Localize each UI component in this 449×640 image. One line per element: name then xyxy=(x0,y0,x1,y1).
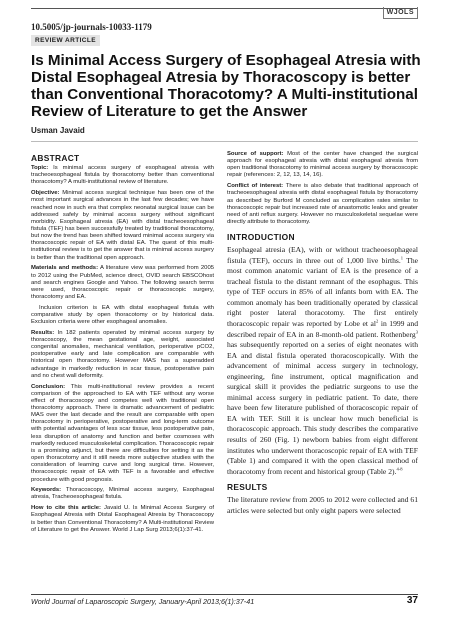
abstract-objective: Objective: Minimal access surgical technique has been one of the most important surgical advances in the last few decades; we have reached now in such era that complex neonatal surgical issue can be addressed safely by minimal access surgery without significant morbidity. Esophageal atresia (EA) with distal tracheoesophageal fistula (TEF) has been successfully treated by traditional thoracotomy, but now the trend has been shifted toward minimal access surgery via thoracoscopic repair of EA with distal EA. The quest of this multi-institutional review is to get the answer that is minimal access surgery is better than the traditional open approach. xyxy=(31,190,214,261)
doi[interactable]: 10.5005/jp-journals-10033-1179 xyxy=(31,22,152,32)
abstract-results: Results: In 182 patients operated by minimal access surgery by thoracoscopy, the mean gestational age, weight, associated congenital anomalies, mechanical ventilation, perioperative pCO2, postoperative early and late complication are comparable with historical open thoracotomy. However MAS has a superadded advantage in markedly reduction in scar tissue, postoperative pain and no chest wall deformity. xyxy=(31,329,215,379)
journal-tag: WJOLS xyxy=(383,7,418,19)
abstract-column xyxy=(31,151,214,537)
right-column xyxy=(227,151,418,519)
results-heading: RESULTS xyxy=(227,482,268,493)
abstract-heading: ABSTRACT xyxy=(31,153,80,163)
abstract-conclusion: Conclusion: This multi-institutional review provides a recent comparison of the approached to EA with TEF without any worse effect of thoracoscopy and competes well with traditional open thoracotomy approach. There is dramatic advancement of pediatric MAS over the last decade and the result are comparable with open thoracotomy in perioperative, postoperative and long-term outcome with potential advantages of less scar tissue, less postoperative pain, less disruption of anatomy and function and better cosmoses with markedly reduced musculoskeletal complication. Thoracoscopic repair is a promising adjunct, but there are difficulties for setting it as the open thoracotomy and it still needs more subjective studies with the consideration of learning curve and long surgical time. However, thoracoscopic repair of EA with TEF is a favorable and effective procedure with good prognosis. xyxy=(31,383,214,483)
article-type-badge: REVIEW ARTICLE xyxy=(31,35,100,46)
header-rule xyxy=(31,8,418,9)
abstract-source: Source of support: Most of the center have changed the surgical approach for esophageal atresia with distal esophageal atresia from open traditional thoracotomy to minimal access surgery by thoracoscopic repair (references: 2, 12, 13, 14, 16). xyxy=(227,151,418,179)
abstract-topic: Topic: Is minimal access surgery of esophageal atresia with tracheoesophageal fistula by thoracotomy better than conventional thoracotomy? A multi-institutional review of literature. xyxy=(31,165,214,186)
title-divider xyxy=(31,141,418,142)
page-number: 37 xyxy=(406,595,418,606)
footer-rule xyxy=(31,594,418,595)
introduction-body xyxy=(227,245,418,477)
abstract-keywords: Keywords: Thoracoscopy, Minimal access surgery, Esophageal atresia, Tracheoesophageal fistula. xyxy=(31,487,214,501)
introduction-heading: INTRODUCTION xyxy=(227,232,295,243)
abstract-methods-2: Inclusion criterion is EA with distal esophageal fistula with comparative study by open thoracotomy or by historical data. Exclusion criteria were other esophageal anomalies. xyxy=(31,304,214,326)
results-body xyxy=(227,495,418,516)
footer-journal: World Journal of Laparoscopic Surgery, January-April 2013;6(1):37-41 xyxy=(31,597,255,606)
abstract-cite: How to cite this article: Javaid U. Is Minimal Access Surgery of Esophageal Atresia with Distal Esophageal Atresia by Thoracoscopy is better than Conventional Thoracotomy? A Multi-institutional Review of Literature to get the Answer. World J Lap Surg 2013;6(1):37-41. xyxy=(31,505,215,533)
introduction-paragraph: Esophageal atresia (EA), with or without tracheoesophageal fistula (TEF), occurs in three out of 1,000 live births.$^1$ The most common anatomic variant of EA is the presence of a tracheal fistula to the distant remnant of the esophagus. This type of TEF occurs in 85% of all infants born with EA. The common anomaly has been traditionally operated by classical right poster lateral thoracotomy. The first entirely thoracoscopic repair was reported by Lobe et $al^2$ in 1999 and described repair of EA in an 8-month-old patient. Rothenberg$^3$ has subsequently reported on a series of eight neonates with EA and distal fistula operated thoracoscopically. With the advancement of minimal access surgery in technology, engineering, fine instrument, optical magnification and surgical skill it provides the pediatric surgeons to use the minimal access surgery in pediatric patient. To date, there have been few literature published of thoracoscopic repair of EA with TEF. Still it is unclear how much beneficial is thoracoscopic approach. This study describes the comparative results of 260 (Fig. 1) newborn babies from eight different institutes who underwent thoracoscopic repair of EA with TEF (Table 1) and compared it with the open classical method of thoracotomy from recent and historical group (Table 2).$^{4-8}$ xyxy=(227,245,418,476)
right-abstract-block xyxy=(227,151,418,226)
abstract-conflict: Conflict of interest: There is also debate that traditional approach of tracheoesophageal atresia with distal esophageal fistula by thoracotomy as described by Burford M concluded as complication rates similar to thoracoscopic repair but increased rate of anastomotic leaks and greater need of anti reflux surgery. However no musculoskeletal sequelae were directly attribute to thoracotomy. xyxy=(227,183,419,225)
author-name: Usman Javaid xyxy=(31,126,85,135)
article-title: Is Minimal Access Surgery of Esophageal Atresia with Distal Esophageal Atresia by Thoracoscopy is better than Conventional Thoracotomy? A Multi-institutional Review of Literature to get the Answer xyxy=(31,52,421,120)
abstract-methods: Materials and methods: A literature view was performed from 2005 to 2012 using the PubMed, science direct, OVID search EBSCOhost and search engines Google and Yahoo. The following search terms were used, thoracoscopic repair or thoracoscopic surgery, thoracotomy and EA. xyxy=(31,265,215,300)
results-paragraph: The literature review from 2005 to 2012 were collected and 61 articles were selected but only eight papers were selected xyxy=(227,495,418,515)
